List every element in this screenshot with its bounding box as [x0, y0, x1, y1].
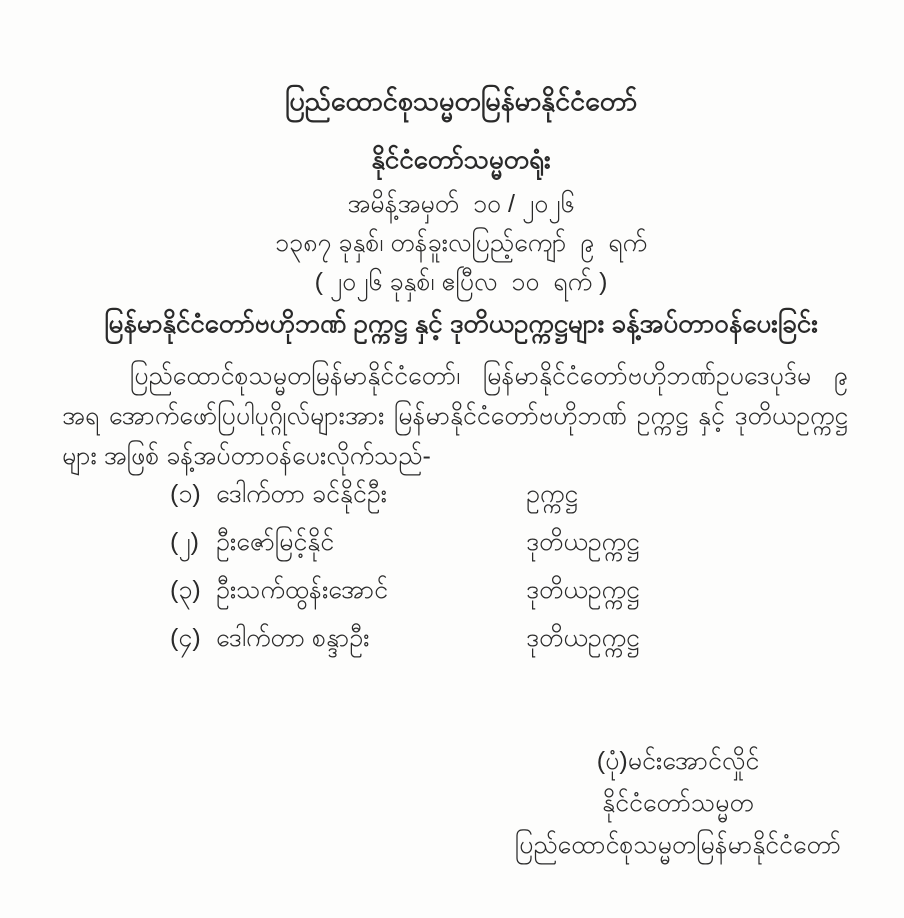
state-name-heading: ပြည်ထောင်စုသမ္မတမြန်မာနိုင်ငံတော်	[284, 86, 638, 116]
appointee-row	[62, 622, 848, 670]
appointee-position: ဒုတိယဥက္ကဋ္ဌ	[526, 576, 640, 604]
office-name-heading: နိုင်ငံတော်သမ္မတရုံး	[371, 144, 551, 174]
order-number-line: အမိန့်အမှတ် ၁၀ / ၂၀၂၆	[347, 190, 575, 218]
signatory-title: နိုင်ငံတော်သမ္မတ	[602, 789, 754, 817]
appointee-name: ဦးသက်ထွန်းအောင်	[216, 576, 388, 604]
appointee-number: (၁)	[170, 480, 201, 508]
gregorian-date-line: ( ၂၀၂၆ ခုနှစ်၊ ဧပြီလ ၁၀ ရက် )	[314, 268, 608, 296]
appointee-name: ဒေါက်တာ ခင်နိုင်ဦး	[216, 480, 387, 508]
appointee-name: ဒေါက်တာ စန္ဒာဦး	[216, 624, 370, 652]
appointee-number: (၃)	[170, 576, 201, 604]
appointee-list	[62, 478, 848, 670]
signatory-name: (ပုံ)မင်းအောင်လှိုင်	[596, 747, 760, 775]
appointee-position: ဒုတိယဥက္ကဋ္ဌ	[526, 624, 640, 652]
appointee-row	[62, 574, 848, 622]
signatory-organization: ပြည်ထောင်စုသမ္မတမြန်မာနိုင်ငံတော်	[514, 831, 842, 859]
appointee-row	[62, 478, 848, 526]
appointee-number: (၄)	[170, 624, 201, 652]
appointee-number: (၂)	[170, 528, 199, 556]
appointee-row	[62, 526, 848, 574]
appointee-name: ဦးဇော်မြင့်နိုင်	[216, 528, 335, 556]
myanmar-calendar-date-line: ၁၃၈၇ ခုနှစ်၊ တန်ခူးလပြည့်ကျော် ၉ ရက်	[274, 229, 648, 257]
signature-block	[498, 740, 858, 866]
appointee-position: ဥက္ကဋ္ဌ	[526, 480, 578, 508]
appointee-position: ဒုတိယဥက္ကဋ္ဌ	[526, 528, 640, 556]
document-title: မြန်မာနိုင်ငံတော်ဗဟိုဘဏ် ဥက္ကဋ္ဌ နှင့် ဒုတိယဥက္ကဋ္ဌများ ခန့်အပ်တာဝန်ပေးခြင်း	[104, 308, 818, 338]
body-paragraph: ပြည်ထောင်စုသမ္မတမြန်မာနိုင်ငံတော်၊ မြန်မာနိုင်ငံတော်ဗဟိုဘဏ်ဥပဒေပုဒ်မ ၉ အရ အောက်ဖော်ပြပါပုဂ္ဂိုလ်များအား မြန်မာနိုင်ငံတော်ဗဟိုဘဏ် ဥက္ကဋ္ဌ နှင့် ဒုတိယဥက္ကဋ္ဌများ အဖြစ် ခန့်အပ်တာဝန်ပေးလိုက်သည်-	[62, 362, 848, 470]
